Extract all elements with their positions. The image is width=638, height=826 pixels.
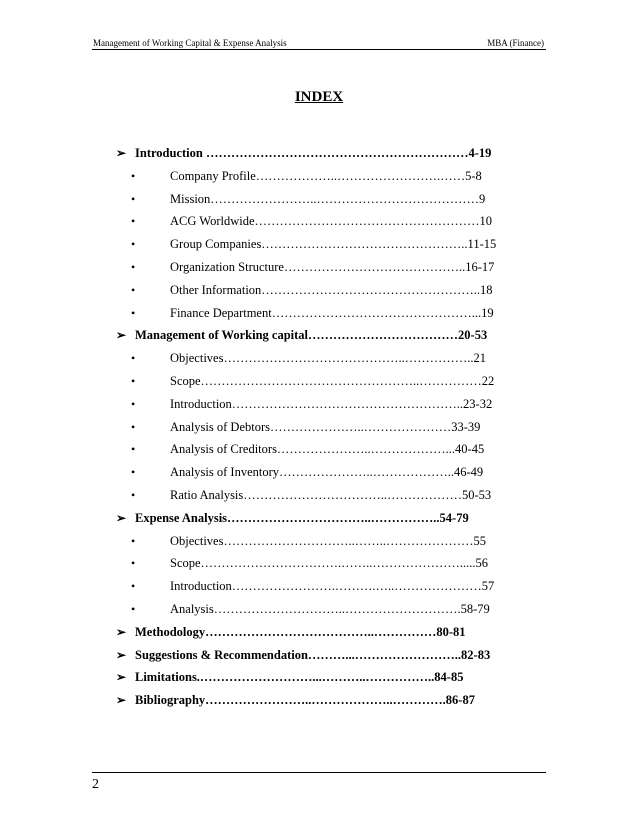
toc-entry-text: Introduction…………………….……….…..…………………57 — [170, 579, 495, 594]
dot-bullet-icon: • — [131, 214, 136, 229]
toc-entry-text: Objectives……………………………………..……………..21 — [170, 351, 486, 366]
arrow-bullet-icon: ➢ — [116, 510, 127, 525]
toc-entry-text: Group Companies…………………………………………..11-15 — [170, 237, 497, 252]
toc-entry-text: Suggestions & Recommendation………...……………………..82-83 — [135, 647, 491, 662]
dot-bullet-icon: • — [131, 465, 136, 480]
toc-entry-text: Finance Department…………………………………………...19 — [170, 305, 494, 320]
toc-entry-text: Mission……………………..…………………………………9 — [170, 191, 486, 206]
toc-entry-text: Analysis of Inventory…………………..………………..46-49 — [170, 465, 484, 480]
dot-bullet-icon: • — [131, 191, 136, 206]
dot-bullet-icon: • — [131, 282, 136, 297]
toc-entry-text: Expense Analysis……………………………..……………..54-79 — [135, 510, 469, 525]
running-header-title: Management of Working Capital & Expense Analysis — [93, 38, 287, 48]
dot-bullet-icon: • — [131, 351, 136, 366]
dot-bullet-icon: • — [131, 488, 136, 502]
toc-entry-text: Objectives…………………………..……..…………………55 — [170, 533, 486, 548]
footer-divider — [92, 772, 546, 773]
dot-bullet-icon: • — [131, 305, 136, 320]
page-number: 2 — [92, 777, 99, 792]
arrow-bullet-icon: ➢ — [116, 693, 127, 708]
toc-entry-text: Analysis of Creditors…………………..………………...40-45 — [170, 442, 485, 457]
toc-entry-text: Company Profile………………..…………………….……5-8 — [170, 168, 482, 183]
dot-bullet-icon: • — [131, 419, 136, 434]
dot-bullet-icon: • — [131, 374, 136, 388]
toc-entry-text: ACG Worldwide………………………………………………10 — [170, 214, 493, 229]
arrow-bullet-icon: ➢ — [116, 624, 127, 639]
toc-entry-text: Other Information……………………………………………..18 — [170, 282, 493, 297]
arrow-bullet-icon: ➢ — [116, 146, 127, 160]
dot-bullet-icon: • — [131, 168, 136, 183]
toc-entry-text: Ratio Analysis……………………………..………………50-53 — [170, 488, 492, 502]
arrow-bullet-icon: ➢ — [116, 647, 127, 662]
page-title: INDEX — [294, 89, 344, 105]
toc-entry-text: Methodology…………………………………..……………80-81 — [135, 624, 466, 639]
toc-entry-text: Introduction………………………………………………..23-32 — [170, 396, 493, 411]
toc-entry-text: Scope……………………………………………..……………22 — [170, 374, 495, 388]
toc-entry-text: Analysis of Debtors…………………..…………………33-39 — [170, 419, 481, 434]
header-divider — [92, 49, 546, 50]
dot-bullet-icon: • — [131, 602, 136, 616]
toc-entry-text: Limitations.………………………...………..……………..84-85 — [135, 670, 464, 685]
running-header-degree: MBA (Finance) — [487, 38, 544, 48]
dot-bullet-icon: • — [131, 237, 136, 252]
arrow-bullet-icon: ➢ — [116, 328, 127, 343]
toc-entry-text: Introduction ………………………………………………………4-19 — [135, 146, 492, 160]
toc-entry-text: Analysis…………………………..……………………….58-79 — [170, 602, 490, 616]
toc-entry-text: Scope…………………………….……..………………….....56 — [170, 556, 489, 571]
dot-bullet-icon: • — [131, 579, 136, 594]
toc-entry-text: Management of Working capital………………………………20-53 — [135, 328, 488, 343]
dot-bullet-icon: • — [131, 556, 136, 571]
toc-entry-text: Bibliography……………………..………………..………….86-87 — [135, 693, 475, 708]
dot-bullet-icon: • — [131, 260, 136, 274]
dot-bullet-icon: • — [131, 533, 136, 548]
dot-bullet-icon: • — [131, 396, 136, 411]
arrow-bullet-icon: ➢ — [116, 670, 127, 685]
dot-bullet-icon: • — [131, 442, 136, 457]
toc-entry-text: Organization Structure……………………………………..16-17 — [170, 260, 495, 274]
